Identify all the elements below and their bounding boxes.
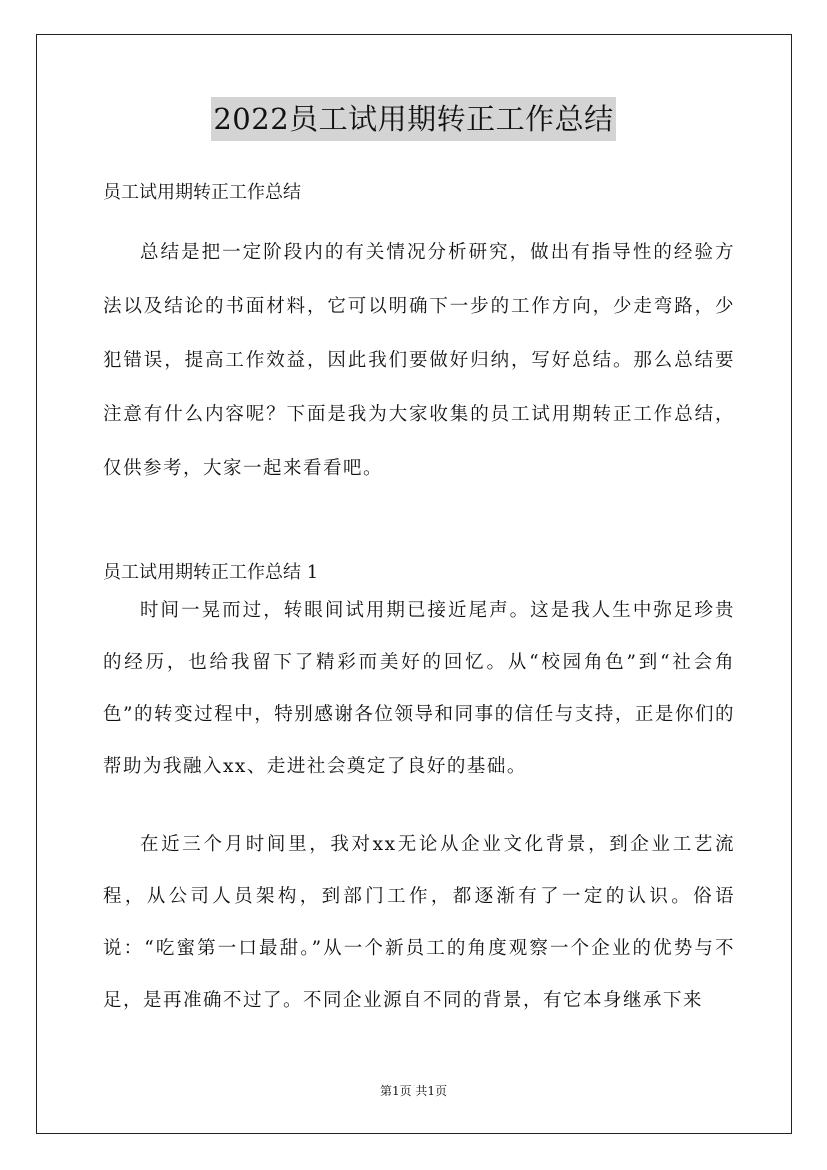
title-container bbox=[0, 97, 827, 141]
section-heading: 员工试用期转正工作总结 1 bbox=[103, 562, 319, 583]
page-footer: 第1页 共1页 bbox=[379, 1084, 448, 1098]
body-paragraph: 在近三个月时间里，我对xx无论从企业文化背景，到企业工艺流程，从公司人员架构，到部门工作，都逐渐有了一定的认识。俗语说：“吃蜜第一口最甜。”从一个新员工的角度观察一个企业的优势与不足，是再准确不过了。不同企业源自不同的背景，有它本身继承下来 bbox=[103, 834, 735, 1011]
document-title: 2022员工试用期转正工作总结 bbox=[211, 97, 615, 141]
body-paragraph: 时间一晃而过，转眼间试用期已接近尾声。这是我人生中弥足珍贵的经历，也给我留下了精彩而美好的回忆。从“校园角色”到“社会角色”的转变过程中，特别感谢各位领导和同事的信任与支持，正是你们的帮助为我融入xx、走进社会奠定了良好的基础。 bbox=[103, 600, 735, 777]
intro-paragraph: 总结是把一定阶段内的有关情况分析研究，做出有指导性的经验方法以及结论的书面材料，它可以明确下一步的工作方向，少走弯路，少犯错误，提高工作效益，因此我们要做好归纳，写好总结。那么总结要注意有什么内容呢？下面是我为大家收集的员工试用期转正工作总结，仅供参考，大家一起来看看吧。 bbox=[103, 242, 735, 479]
document-subtitle: 员工试用期转正工作总结 bbox=[103, 182, 301, 203]
